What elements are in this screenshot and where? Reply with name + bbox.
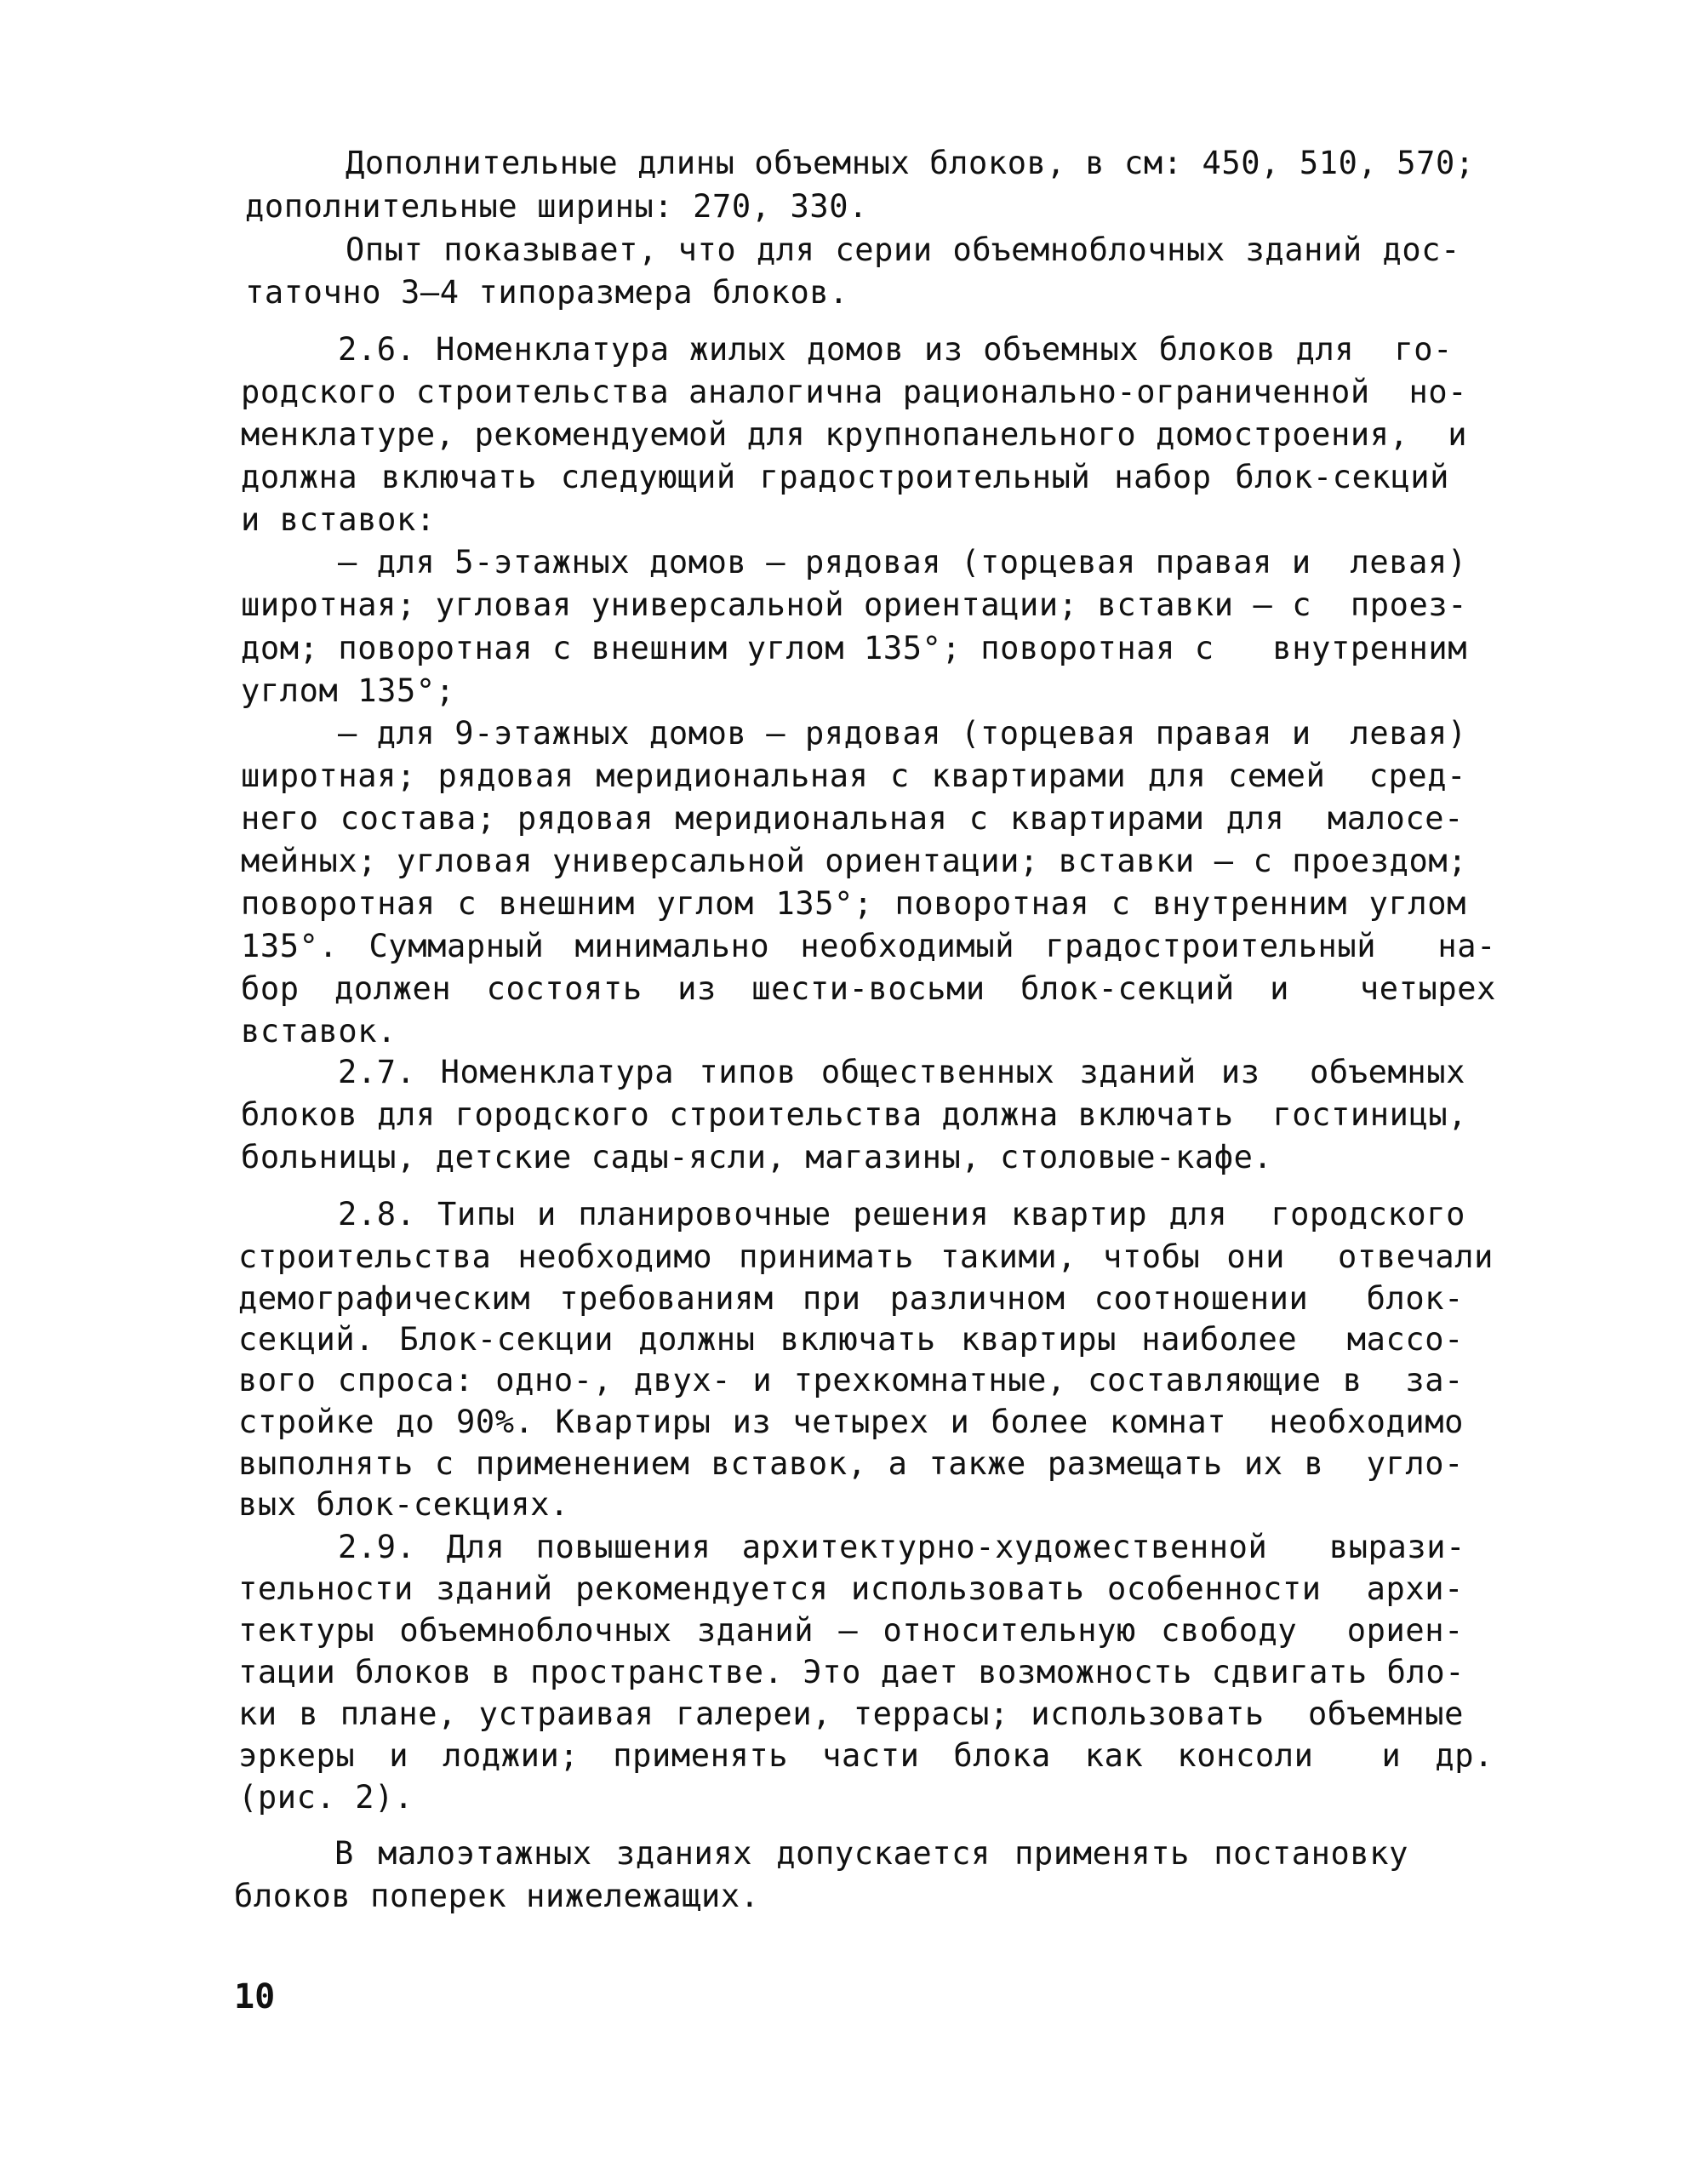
text-line: Дополнительные длины объемных блоков, в см: 450, 510, 570; [346, 145, 1475, 181]
text-line: блоков поперек нижележащих. [234, 1878, 760, 1914]
text-line: строительства необходимо принимать такими, чтобы они отвечали [238, 1238, 1494, 1275]
text-line: Опыт показывает, что для серии объемноблочных зданий дос- [346, 232, 1460, 268]
text-line: бор должен состоять из шести-восьми блок-секций и четырех [241, 970, 1496, 1007]
text-line: широтная; рядовая меридиональная с квартирами для семей сред- [241, 758, 1466, 794]
text-line: выполнять с применением вставок, а также размещать их в угло- [238, 1445, 1464, 1482]
text-line: вого спроса: одно-, двух- и трехкомнатные, составляющие в за- [238, 1362, 1464, 1398]
text-line: (рис. 2). [238, 1779, 414, 1816]
text-line: дополнительные ширины: 270, 330. [245, 188, 869, 225]
text-line: – для 9-этажных домов – рядовая (торцевая правая и левая) [338, 715, 1467, 752]
text-line: должна включать следующий градостроительный набор блок-секций [241, 459, 1449, 495]
text-line: менклатуре, рекомендуемой для крупнопанельного домостроения, и [241, 416, 1468, 453]
text-line: 2.7. Номенклатура типов общественных зданий из объемных [338, 1054, 1465, 1090]
text-line: вставок. [241, 1013, 397, 1050]
text-line: тации блоков в пространстве. Это дает возможность сдвигать бло- [238, 1654, 1465, 1690]
text-line: дом; поворотная с внешним углом 135°; поворотная с внутренним [241, 630, 1468, 666]
text-line: больницы, детские сады-ясли, магазины, столовые-кафе. [241, 1139, 1273, 1175]
text-line: и вставок: [241, 501, 436, 538]
text-line: В малоэтажных зданиях допускается применять постановку [334, 1835, 1408, 1872]
text-line: ки в плане, устраивая галереи, террасы; использовать объемные [238, 1696, 1464, 1732]
text-line: 2.9. Для повышения архитектурно-художественной вырази- [338, 1529, 1465, 1565]
text-line: 2.6. Номенклатура жилых домов из объемных блоков для го- [338, 331, 1453, 368]
text-line: демографическим требованиям при различном соотношении блок- [238, 1280, 1464, 1317]
text-line: секций. Блок-секции должны включать квартиры наиболее массо- [238, 1321, 1464, 1358]
text-line: углом 135°; [241, 672, 455, 709]
text-line: вых блок-секциях. [238, 1486, 569, 1523]
text-line: блоков для городского строительства должна включать гостиницы, [241, 1096, 1468, 1133]
text-line: поворотная с внешним углом 135°; поворотная с внутренним углом [241, 885, 1466, 922]
text-line: стройке до 90%. Квартиры из четырех и более комнат необходимо [238, 1404, 1464, 1440]
text-line: 2.8. Типы и планировочные решения квартир для городского [338, 1196, 1465, 1233]
text-line: эркеры и лоджии; применять части блока как консоли и др. [238, 1737, 1494, 1774]
text-line: него состава; рядовая меридиональная с квартирами для малосе- [241, 800, 1464, 837]
text-line: тельности зданий рекомендуется использовать особенности архи- [238, 1570, 1464, 1607]
text-line: тектуры объемноблочных зданий – относительную свободу ориен- [238, 1612, 1464, 1649]
text-line: – для 5-этажных домов – рядовая (торцевая правая и левая) [338, 544, 1467, 581]
text-line: родского строительства аналогична рационально-ограниченной но- [241, 374, 1468, 410]
page-number: 10 [234, 1977, 276, 2016]
text-line: 135°. Суммарный минимально необходимый градостроительный на- [241, 928, 1496, 964]
text-line: широтная; угловая универсальной ориентации; вставки – с проез- [241, 586, 1468, 623]
text-line: мейных; угловая универсальной ориентации; вставки – с проездом; [241, 843, 1468, 879]
text-line: таточно 3–4 типоразмера блоков. [245, 274, 849, 311]
